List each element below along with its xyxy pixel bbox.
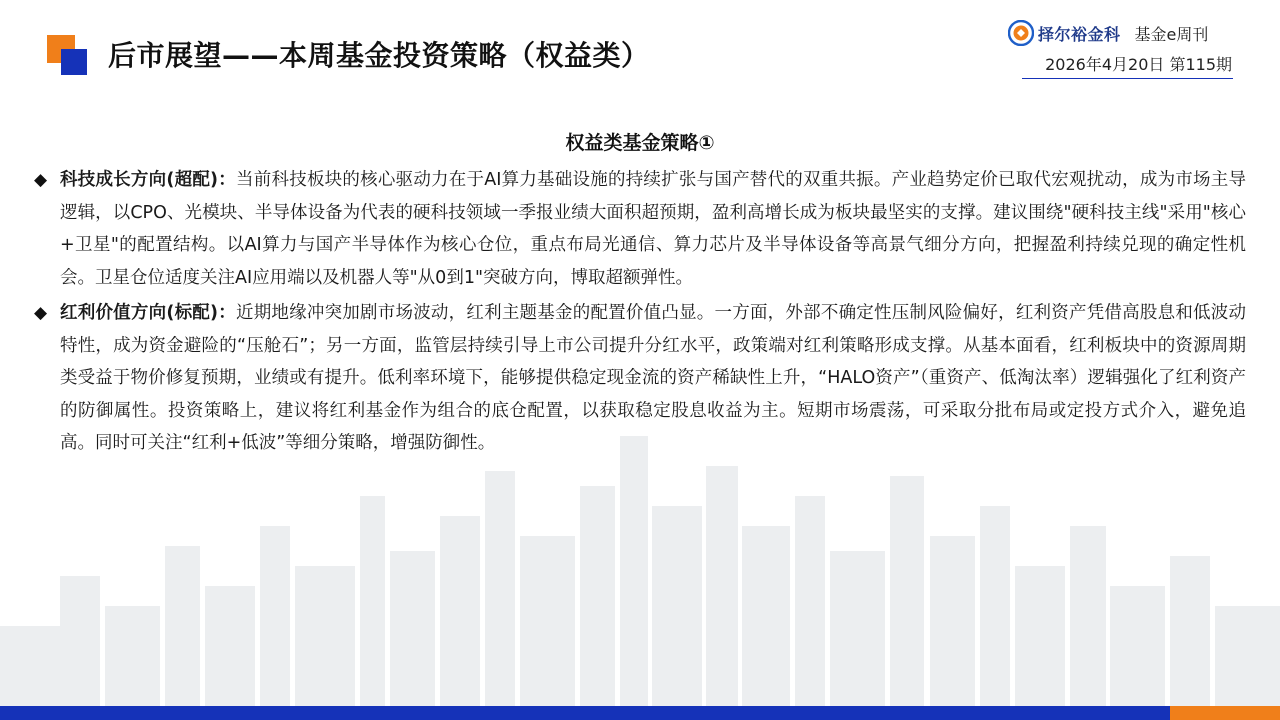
page-title: 后市展望——本周基金投资策略（权益类）: [108, 39, 650, 72]
footer-bar: [0, 706, 1170, 720]
strategy-point-tech: [34, 164, 1246, 294]
header-decor-mark: [47, 35, 87, 75]
point-body: 当前科技板块的核心驱动力在于AI算力基础设施的持续扩张与国产替代的双重共振。产业趋势定价已取代宏观扰动，成为市场主导逻辑，以CPO、光模块、半导体设备为代表的硬科技领域一季报业绩大面积超预期，盈利高增长成为板块最坚实的支撑。建议围绕"硬科技主线"采用"核心+卫星"的配置结构。以AI算力与国产半导体作为核心仓位，重点布局光通信、算力芯片及半导体设备等高景气细分方向，把握盈利持续兑现的确定性机会。卫星仓位适度关注AI应用端以及机器人等"从0到1"突破方向，博取超额弹性。: [60, 170, 1246, 288]
issue-date: 2026年4月20日 第115期: [1045, 55, 1232, 74]
strategy-point-dividend: [34, 297, 1246, 460]
footer-accent: [1170, 706, 1280, 720]
strategy-content: [34, 164, 1246, 463]
point-heading: 科技成长方向(超配)：: [60, 170, 237, 190]
brand-name: 择尔裕金科: [1038, 24, 1121, 44]
point-body: 近期地缘冲突加剧市场波动，红利主题基金的配置价值凸显。一方面，外部不确定性压制风险偏好，红利资产凭借高股息和低波动特性，成为资金避险的“压舱石”；另一方面，监管层持续引导上市公司提升分红水平，政策端对红利策略形成支撑。从基本面看，红利板块中的资源周期类受益于物价修复预期，业绩或有提升。低利率环境下，能够提供稳定现金流的资产稀缺性上升，“HALO资产”（重资产、低淘汰率）逻辑强化了红利资产的防御属性。投资策略上，建议将红利基金作为组合的底仓配置，以获取稳定股息收益为主。短期市场震荡，可采取分批布局或定投方式介入，避免追高。同时可关注“红利+低波”等细分策略，增强防御性。: [60, 303, 1247, 453]
brand-subtitle: 基金e周刊: [1134, 24, 1209, 44]
section-title: 权益类基金策略①: [565, 132, 715, 154]
brand-block: [992, 20, 1232, 80]
point-heading: 红利价值方向(标配)：: [60, 303, 236, 323]
brand-logo-icon: [1008, 20, 1034, 46]
diamond-bullet-icon: ◆: [34, 170, 48, 190]
blue-square-mark: [61, 49, 87, 75]
brand-logo: [1008, 20, 1208, 46]
header-divider: [1022, 78, 1233, 79]
diamond-bullet-icon: ◆: [34, 303, 48, 323]
